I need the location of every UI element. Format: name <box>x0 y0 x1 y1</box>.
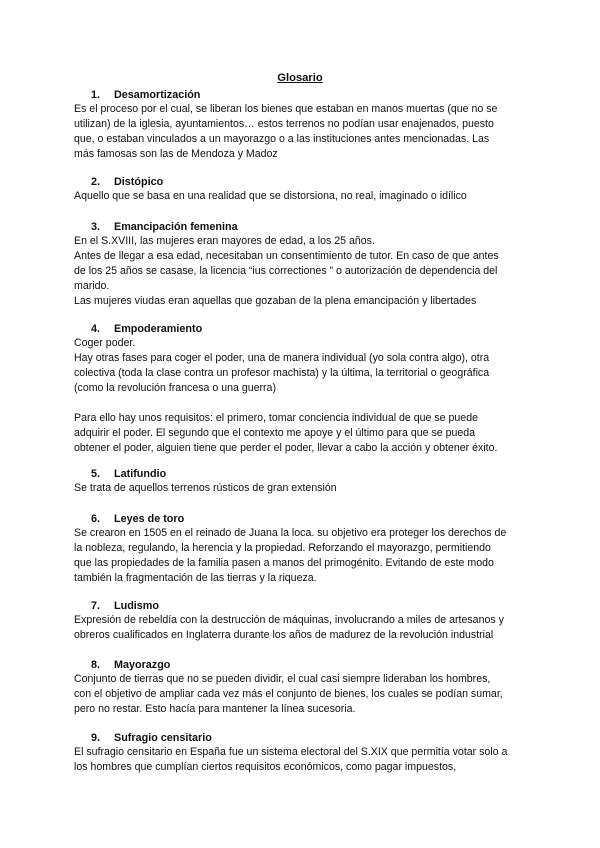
glossary-entry <box>74 88 534 162</box>
paragraph-gap <box>74 396 534 411</box>
entry-number: 6. <box>91 513 101 525</box>
definition-line: Las mujeres viudas eran aquellas que gozaban de la plena emancipación y libertades <box>74 295 477 307</box>
entry-term: Mayorazgo <box>114 659 171 671</box>
definition-line: que, o estaban vinculados a un mayorazgo o a las instituciones antes mencionadas. Las <box>74 133 490 145</box>
entry-heading <box>74 175 534 189</box>
definition-line: con el objetivo de ampliar cada vez más el conjunto de bienes, los cuales se podían sumar, <box>74 688 503 700</box>
entry-heading <box>74 731 534 745</box>
glossary-entry <box>74 731 534 775</box>
entry-heading <box>74 467 534 481</box>
entry-term: Desamortización <box>114 89 201 101</box>
entry-number: 3. <box>91 221 101 233</box>
entry-term: Sufragio censitario <box>114 732 212 744</box>
entry-number: 7. <box>91 600 101 612</box>
entry-heading <box>74 88 534 102</box>
definition-line: En el S.XVIII, las mujeres eran mayores de edad, a los 25 años. <box>74 235 375 247</box>
definition-line: Antes de llegar a esa edad, necesitaban un consentimiento de tutor. En caso de que antes <box>74 250 499 262</box>
definition-line: que las propiedades de la familia pasen a manos del primogénito. Evitando de este modo <box>74 557 494 569</box>
entry-term: Distópico <box>114 176 164 188</box>
entry-heading <box>74 512 534 526</box>
page-title: Glosario <box>277 72 323 84</box>
entry-number: 1. <box>91 89 101 101</box>
glossary-entry <box>74 512 534 586</box>
definition-line: El sufragio censitario en España fue un sistema electoral del S.XIX que permitía votar solo a <box>74 746 508 758</box>
entry-term: Ludismo <box>114 600 159 612</box>
definition-line: pero no restar. Esto hacía para mantener la línea sucesoria. <box>74 703 356 715</box>
definition-line: Aquello que se basa en una realidad que se distorsiona, no real, imaginado o idílico <box>74 190 467 202</box>
entry-number: 5. <box>91 468 101 480</box>
definition-line: Conjunto de tierras que no se pueden dividir, el cual casi siempre lideraban los hombres, <box>74 673 491 685</box>
definition-line: también la fragmentación de las tierras y la riqueza. <box>74 572 317 584</box>
glossary-entry <box>74 599 534 643</box>
definition-line: Hay otras fases para coger el poder, una de manera individual (yo sola contra algo), otra <box>74 352 490 364</box>
definition-line: utilizan) de la iglesia, ayuntamientos… estos terrenos no podían usar enajenados, puesto <box>74 118 494 130</box>
definition-line: obreros cualificados en Inglaterra durante los años de madurez de la revolución industrial <box>74 629 494 641</box>
entry-heading <box>74 599 534 613</box>
glossary-entry <box>74 322 534 456</box>
definition-line: Se crearon en 1505 en el reinado de Juana la loca. su objetivo era proteger los derechos de <box>74 527 507 539</box>
entry-term: Latifundio <box>114 468 167 480</box>
definition-line: adquirir el poder. El segundo que el contexto me apoye y el último para que se pueda <box>74 427 476 439</box>
definition-line: la nobleza, regulando, la herencia y la propiedad. Reforzando el mayorazgo, permitiendo <box>74 542 491 554</box>
definition-line: más famosas son las de Mendoza y Madoz <box>74 148 278 160</box>
glossary-entry <box>74 220 534 309</box>
entry-term: Empoderamiento <box>114 323 203 335</box>
definition-line: marido. <box>74 280 110 292</box>
entry-heading <box>74 220 534 234</box>
entry-number: 8. <box>91 659 101 671</box>
definition-line: Se trata de aquellos terrenos rústicos de gran extensión <box>74 482 337 494</box>
glossary-entry <box>74 467 534 496</box>
entry-heading <box>74 658 534 672</box>
entry-number: 4. <box>91 323 101 335</box>
definition-line: (como la revolución francesa o una guerra) <box>74 382 276 394</box>
entry-term: Leyes de toro <box>114 513 185 525</box>
definition-line: de los 25 años se casase, la licencia “ius correctiones ” o autorización de dependencia del <box>74 265 498 277</box>
definition-line: Coger poder. <box>74 337 136 349</box>
entry-term: Emancipación femenina <box>114 221 238 233</box>
definition-line: Expresión de rebeldía con la destrucción de máquinas, involucrando a miles de artesanos y <box>74 614 504 626</box>
definition-line: colectiva (toda la clase contra un profesor machista) y la última, la territorial o geográfica <box>74 367 490 379</box>
entry-number: 9. <box>91 732 101 744</box>
definition-line: Para ello hay unos requisitos: el primero, tomar conciencia individual de que se puede <box>74 412 478 424</box>
glossary-entry <box>74 175 534 204</box>
entry-heading <box>74 322 534 336</box>
glossary-entry <box>74 658 534 717</box>
definition-line: los hombres que cumplían ciertos requisitos económicos, como pagar impuestos, <box>74 761 457 773</box>
entry-number: 2. <box>91 176 101 188</box>
definition-line: obtener el poder, alguien tiene que perder el poder, llevar a cabo la acción y obtener éxito. <box>74 442 498 454</box>
definition-line: Es el proceso por el cual, se liberan los bienes que estaban en manos muertas (que no se <box>74 103 498 115</box>
